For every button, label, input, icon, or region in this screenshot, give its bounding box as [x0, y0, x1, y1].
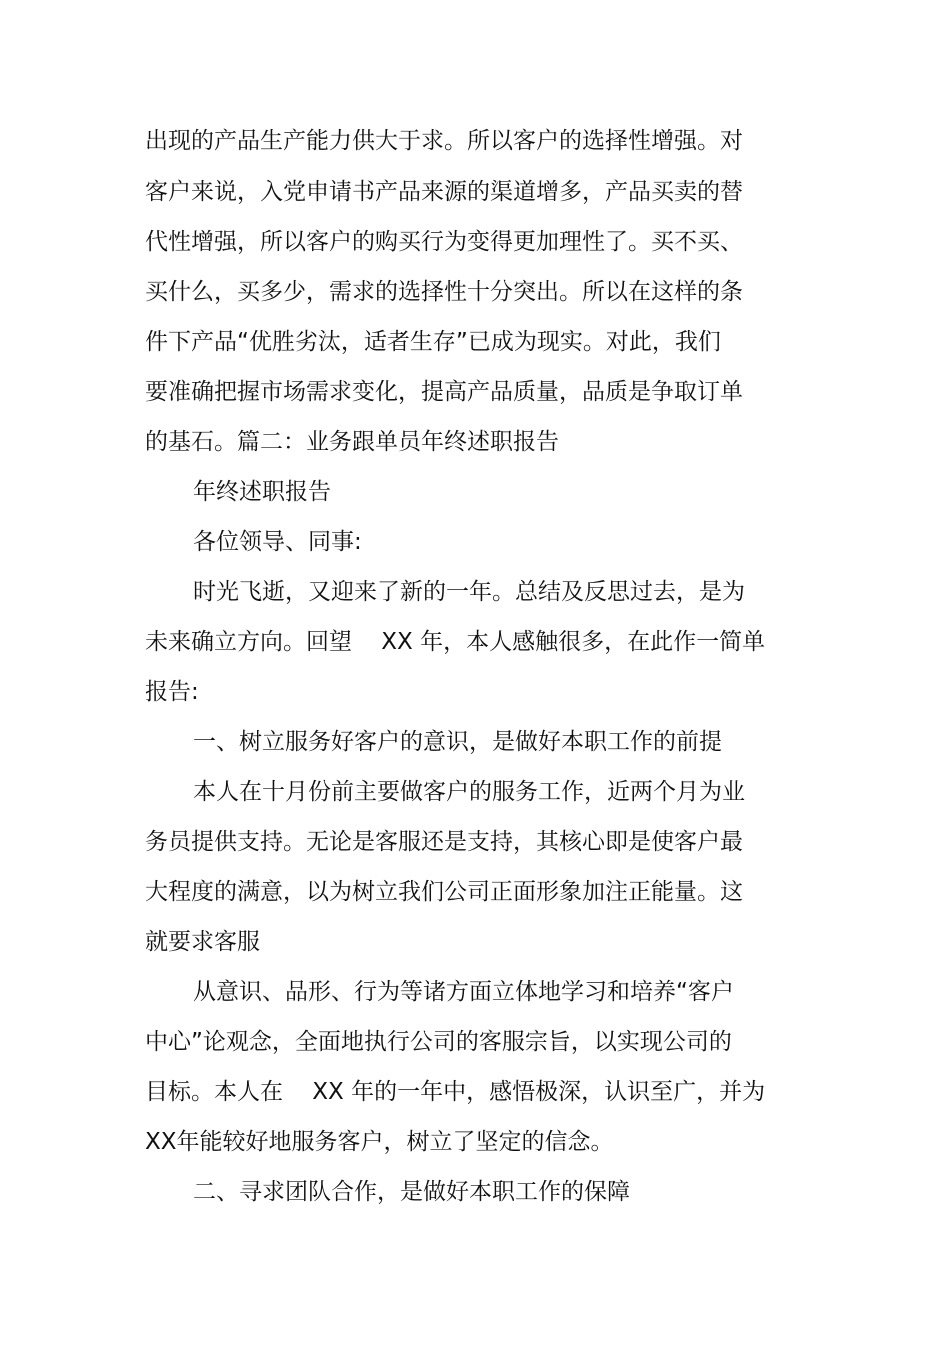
section-title: 年终述职报告	[193, 479, 331, 505]
body-text-line: 务员提供支持。无论是客服还是支持，其核心即是使客户最	[145, 829, 743, 855]
body-text-line: 本人在十月份前主要做客户的服务工作，近两个月为业	[193, 779, 745, 805]
body-text-line: 目标。本人在 XX 年的一年中，感悟极深，认识至广，并为	[145, 1079, 766, 1105]
body-text-line: 从意识、品形、行为等诸方面立体地学习和培养“客户	[193, 979, 734, 1005]
body-text-line: 要准确把握市场需求变化，提高产品质量，品质是争取订单	[145, 379, 743, 405]
body-text-line: 时光飞逝，又迎来了新的一年。总结及反思过去，是为	[193, 579, 745, 605]
body-text-line: 代性增强，所以客户的购买行为变得更加理性了。买不买、	[145, 229, 743, 255]
body-text-line: 件下产品“优胜劣汰，适者生存”已成为现实。对此，我们	[145, 329, 721, 355]
body-text-line: 的基石。篇二：业务跟单员年终述职报告	[145, 429, 559, 455]
body-text-line: 出现的产品生产能力供大于求。所以客户的选择性增强。对	[145, 128, 743, 154]
body-text-line: 中心”论观念，全面地执行公司的客服宗旨，以实现公司的	[145, 1029, 732, 1055]
body-text-line: 买什么，买多少，需求的选择性十分突出。所以在这样的条	[145, 279, 743, 305]
body-text-line: 就要求客服	[145, 929, 260, 955]
body-text-line: 未来确立方向。回望 XX 年，本人感触很多，在此作一简单	[145, 629, 766, 655]
section-heading: 一、树立服务好客户的意识，是做好本职工作的前提	[193, 729, 722, 755]
body-text-line: 客户来说，入党申请书产品来源的渠道增多，产品买卖的替	[145, 179, 743, 205]
body-text-line: 报告:	[145, 679, 199, 705]
body-text-line: XX年能较好地服务客户，树立了坚定的信念。	[145, 1129, 614, 1155]
section-heading: 二、寻求团队合作，是做好本职工作的保障	[193, 1179, 630, 1205]
body-text-line: 大程度的满意，以为树立我们公司正面形象加注正能量。这	[145, 879, 743, 905]
salutation: 各位领导、同事:	[193, 529, 362, 555]
